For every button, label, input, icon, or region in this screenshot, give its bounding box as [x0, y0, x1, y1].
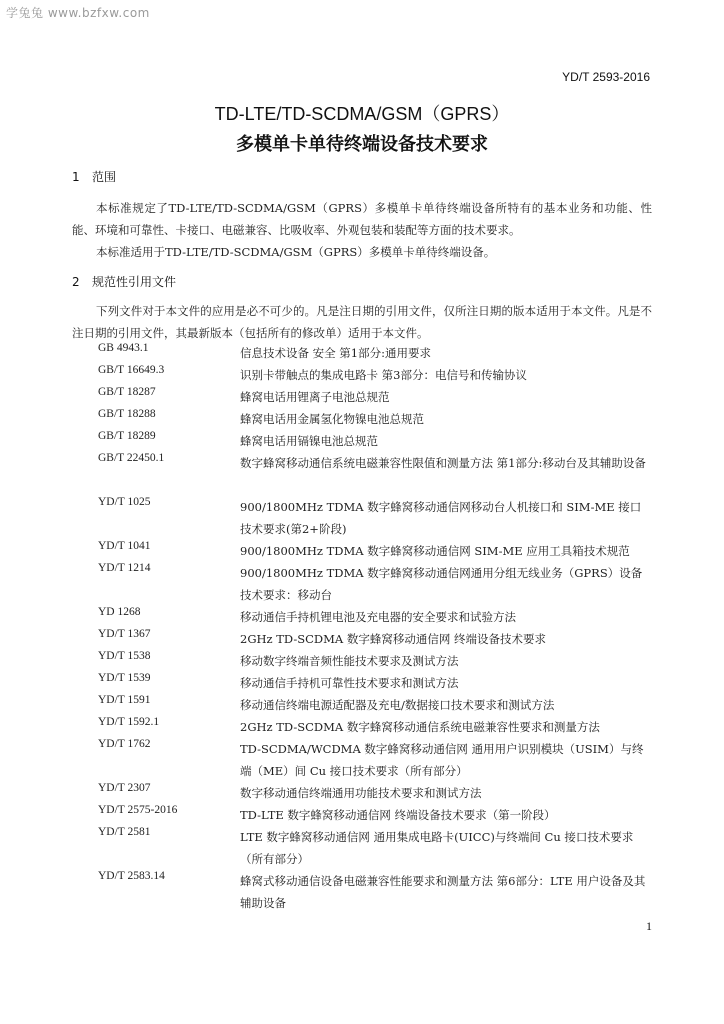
- section-heading-normative-references: [72, 273, 176, 290]
- reference-title: TD-LTE 数字蜂窝移动通信网 终端设备技术要求（第一阶段）: [240, 808, 556, 822]
- reference-code: YD/T 2307: [98, 782, 151, 794]
- reference-code: GB/T 18289: [98, 430, 156, 442]
- reference-title: 蜂窝电话用金属氢化物镍电池总规范: [240, 412, 424, 426]
- reference-code: YD/T 1367: [98, 628, 151, 640]
- section-heading-scope: [72, 168, 116, 185]
- reference-title: 识别卡带触点的集成电路卡 第3部分：电信号和传输协议: [240, 368, 527, 382]
- section-number: 2: [72, 275, 80, 289]
- reference-title: 2GHz TD-SCDMA 数字蜂窝移动通信系统电磁兼容性要求和测量方法: [240, 720, 600, 734]
- section-title: 规范性引用文件: [92, 275, 177, 289]
- reference-code: YD/T 1041: [98, 540, 151, 552]
- section-title: 范围: [92, 170, 117, 184]
- section-number: 1: [72, 170, 80, 184]
- reference-title: 蜂窝电话用镉镍电池总规范: [240, 434, 378, 448]
- reference-code: YD/T 1762: [98, 738, 151, 750]
- reference-code: GB/T 22450.1: [98, 452, 165, 464]
- reference-title: TD-SCDMA/WCDMA 数字蜂窝移动通信网 通用用户识别模块（USIM）与终端（ME）间 Cu 接口技术要求（所有部分）: [240, 742, 644, 778]
- reference-title: 移动通信终端电源适配器及充电/数据接口技术要求和测试方法: [240, 698, 555, 712]
- reference-code: YD/T 2583.14: [98, 870, 165, 882]
- reference-code: GB/T 16649.3: [98, 364, 165, 376]
- reference-code: YD/T 1538: [98, 650, 151, 662]
- document-subtitle: 多模单卡单待终端设备技术要求: [236, 134, 488, 155]
- reference-code: YD/T 1214: [98, 562, 151, 574]
- page-number: 1: [646, 919, 652, 933]
- reference-title: 900/1800MHz TDMA 数字蜂窝移动通信网通用分组无线业务（GPRS）设备技术要求：移动台: [240, 566, 643, 602]
- reference-title: 移动通信手持机可靠性技术要求和测试方法: [240, 676, 459, 690]
- reference-code: YD/T 1591: [98, 694, 151, 706]
- reference-title: 数字蜂窝移动通信系统电磁兼容性限值和测量方法 第1部分:移动台及其辅助设备: [240, 456, 646, 470]
- reference-title: 信息技术设备 安全 第1部分:通用要求: [240, 346, 432, 360]
- reference-code: YD/T 2581: [98, 826, 151, 838]
- reference-code: YD/T 2575-2016: [98, 804, 178, 816]
- reference-title: 移动通信手持机锂电池及充电器的安全要求和试验方法: [240, 610, 516, 624]
- document-code: YD/T 2593-2016: [562, 70, 650, 84]
- reference-code: YD/T 1592.1: [98, 716, 160, 728]
- reference-title: 蜂窝式移动通信设备电磁兼容性能要求和测量方法 第6部分：LTE 用户设备及其辅助设备: [240, 874, 646, 910]
- reference-code: YD/T 1539: [98, 672, 151, 684]
- reference-title: 数字移动通信终端通用功能技术要求和测试方法: [240, 786, 482, 800]
- reference-code: GB 4943.1: [98, 342, 149, 354]
- reference-code: YD/T 1025: [98, 496, 151, 508]
- reference-title: LTE 数字蜂窝移动通信网 通用集成电路卡(UICC)与终端间 Cu 接口技术要求（所有部分）: [240, 830, 634, 866]
- reference-title: 移动数字终端音频性能技术要求及测试方法: [240, 654, 459, 668]
- reference-code: GB/T 18287: [98, 386, 156, 398]
- reference-title: 蜂窝电话用锂离子电池总规范: [240, 390, 390, 404]
- reference-title: 900/1800MHz TDMA 数字蜂窝移动通信网 SIM-ME 应用工具箱技术规范: [240, 544, 630, 558]
- scope-applicability-paragraph: 本标准适用于TD-LTE/TD-SCDMA/GSM（GPRS）多模单卡单待终端设备。: [96, 245, 496, 259]
- reference-title: 900/1800MHz TDMA 数字蜂窝移动通信网移动台人机接口和 SIM-ME 接口技术要求(第2+阶段): [240, 500, 642, 536]
- document-title: TD-LTE/TD-SCDMA/GSM（GPRS）: [214, 104, 510, 124]
- watermark: 学兔兔 www.bzfxw.com: [6, 6, 150, 20]
- reference-title: 2GHz TD-SCDMA 数字蜂窝移动通信网 终端设备技术要求: [240, 632, 547, 646]
- references-intro-paragraph: 下列文件对于本文件的应用是必不可少的。凡是注日期的引用文件，仅所注日期的版本适用于本文件。凡是不注日期的引用文件，其最新版本（包括所有的修改单）适用于本文件。: [72, 304, 652, 340]
- scope-paragraph: 本标准规定了TD-LTE/TD-SCDMA/GSM（GPRS）多模单卡单待终端设备所特有的基本业务和功能、性能、环境和可靠性、卡接口、电磁兼容、比吸收率、外观包装和装配等方面的技术要求。: [72, 201, 652, 237]
- reference-code: YD 1268: [98, 606, 141, 618]
- reference-code: GB/T 18288: [98, 408, 156, 420]
